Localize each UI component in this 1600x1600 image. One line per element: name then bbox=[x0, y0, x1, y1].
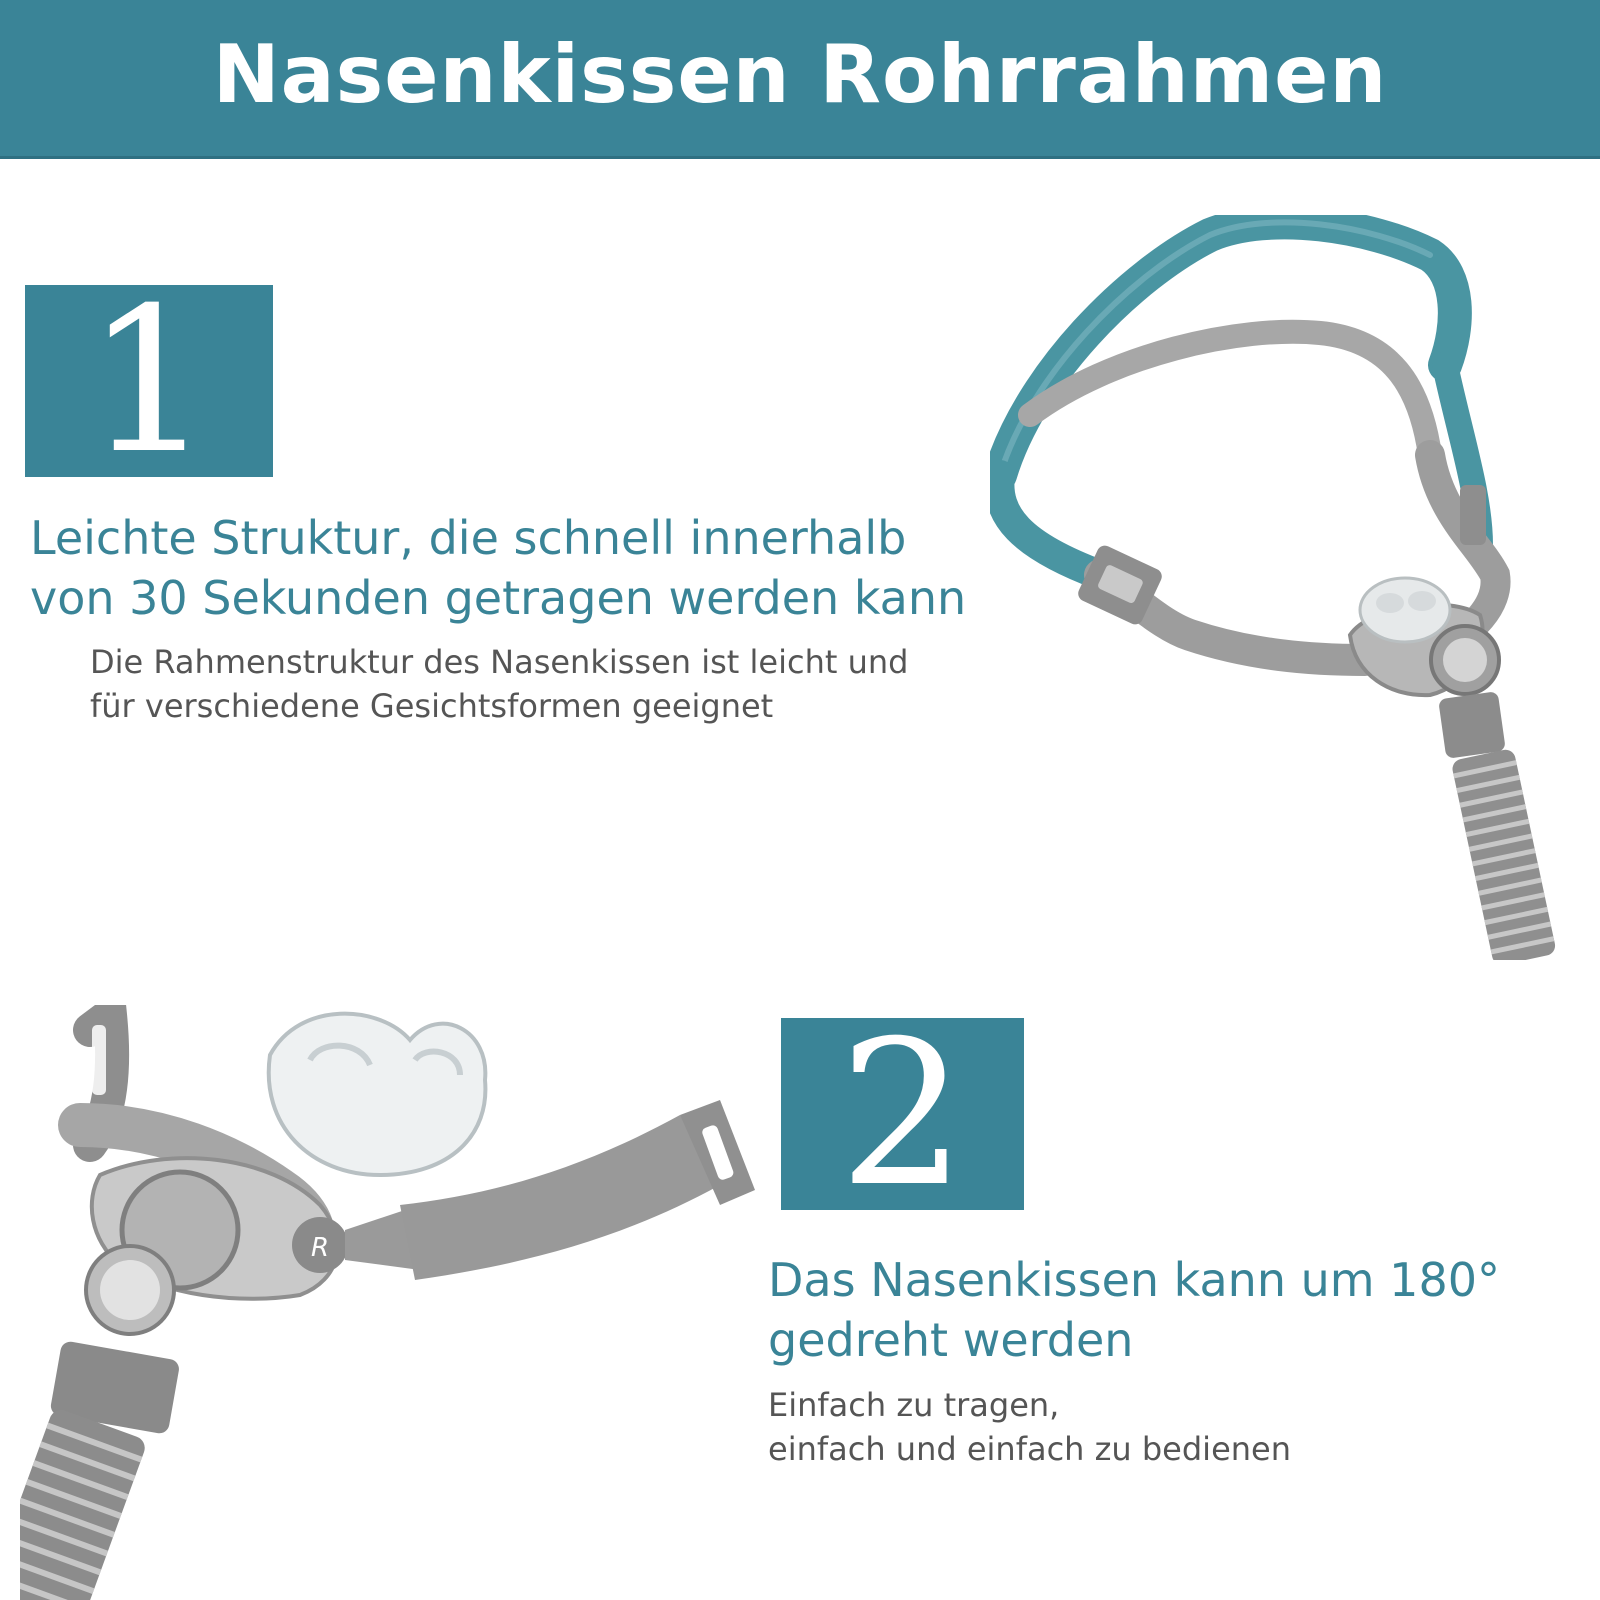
page-title: Nasenkissen Rohrrahmen bbox=[212, 27, 1388, 121]
title-banner bbox=[0, 0, 1600, 159]
step-number-1: 1 bbox=[25, 285, 273, 477]
section1-description-line: für verschiedene Gesichtsformen geeignet bbox=[90, 687, 774, 725]
section2-description bbox=[768, 1383, 1568, 1471]
section1-description-line: Die Rahmenstruktur des Nasenkissen ist leicht und bbox=[90, 643, 909, 681]
step-number-2: 2 bbox=[781, 1018, 1024, 1210]
section1-heading-line: von 30 Sekunden getragen werden kann bbox=[30, 571, 967, 625]
frame-side-label: R bbox=[310, 1233, 330, 1263]
section2-heading-line: gedreht werden bbox=[768, 1313, 1134, 1367]
section2-heading-line: Das Nasenkissen kann um 180° bbox=[768, 1253, 1500, 1307]
section1-heading bbox=[30, 508, 1070, 628]
section2-heading bbox=[768, 1250, 1588, 1370]
section2-description-line: Einfach zu tragen, bbox=[768, 1386, 1060, 1424]
nasal-pillow-frame-closeup-icon bbox=[20, 1005, 760, 1600]
section2-description-line: einfach und einfach zu bedienen bbox=[768, 1430, 1291, 1468]
section1-heading-line: Leichte Struktur, die schnell innerhalb bbox=[30, 511, 907, 565]
cpap-headgear-with-nasal-pillow-icon bbox=[990, 215, 1590, 960]
section1-description bbox=[90, 640, 1010, 728]
